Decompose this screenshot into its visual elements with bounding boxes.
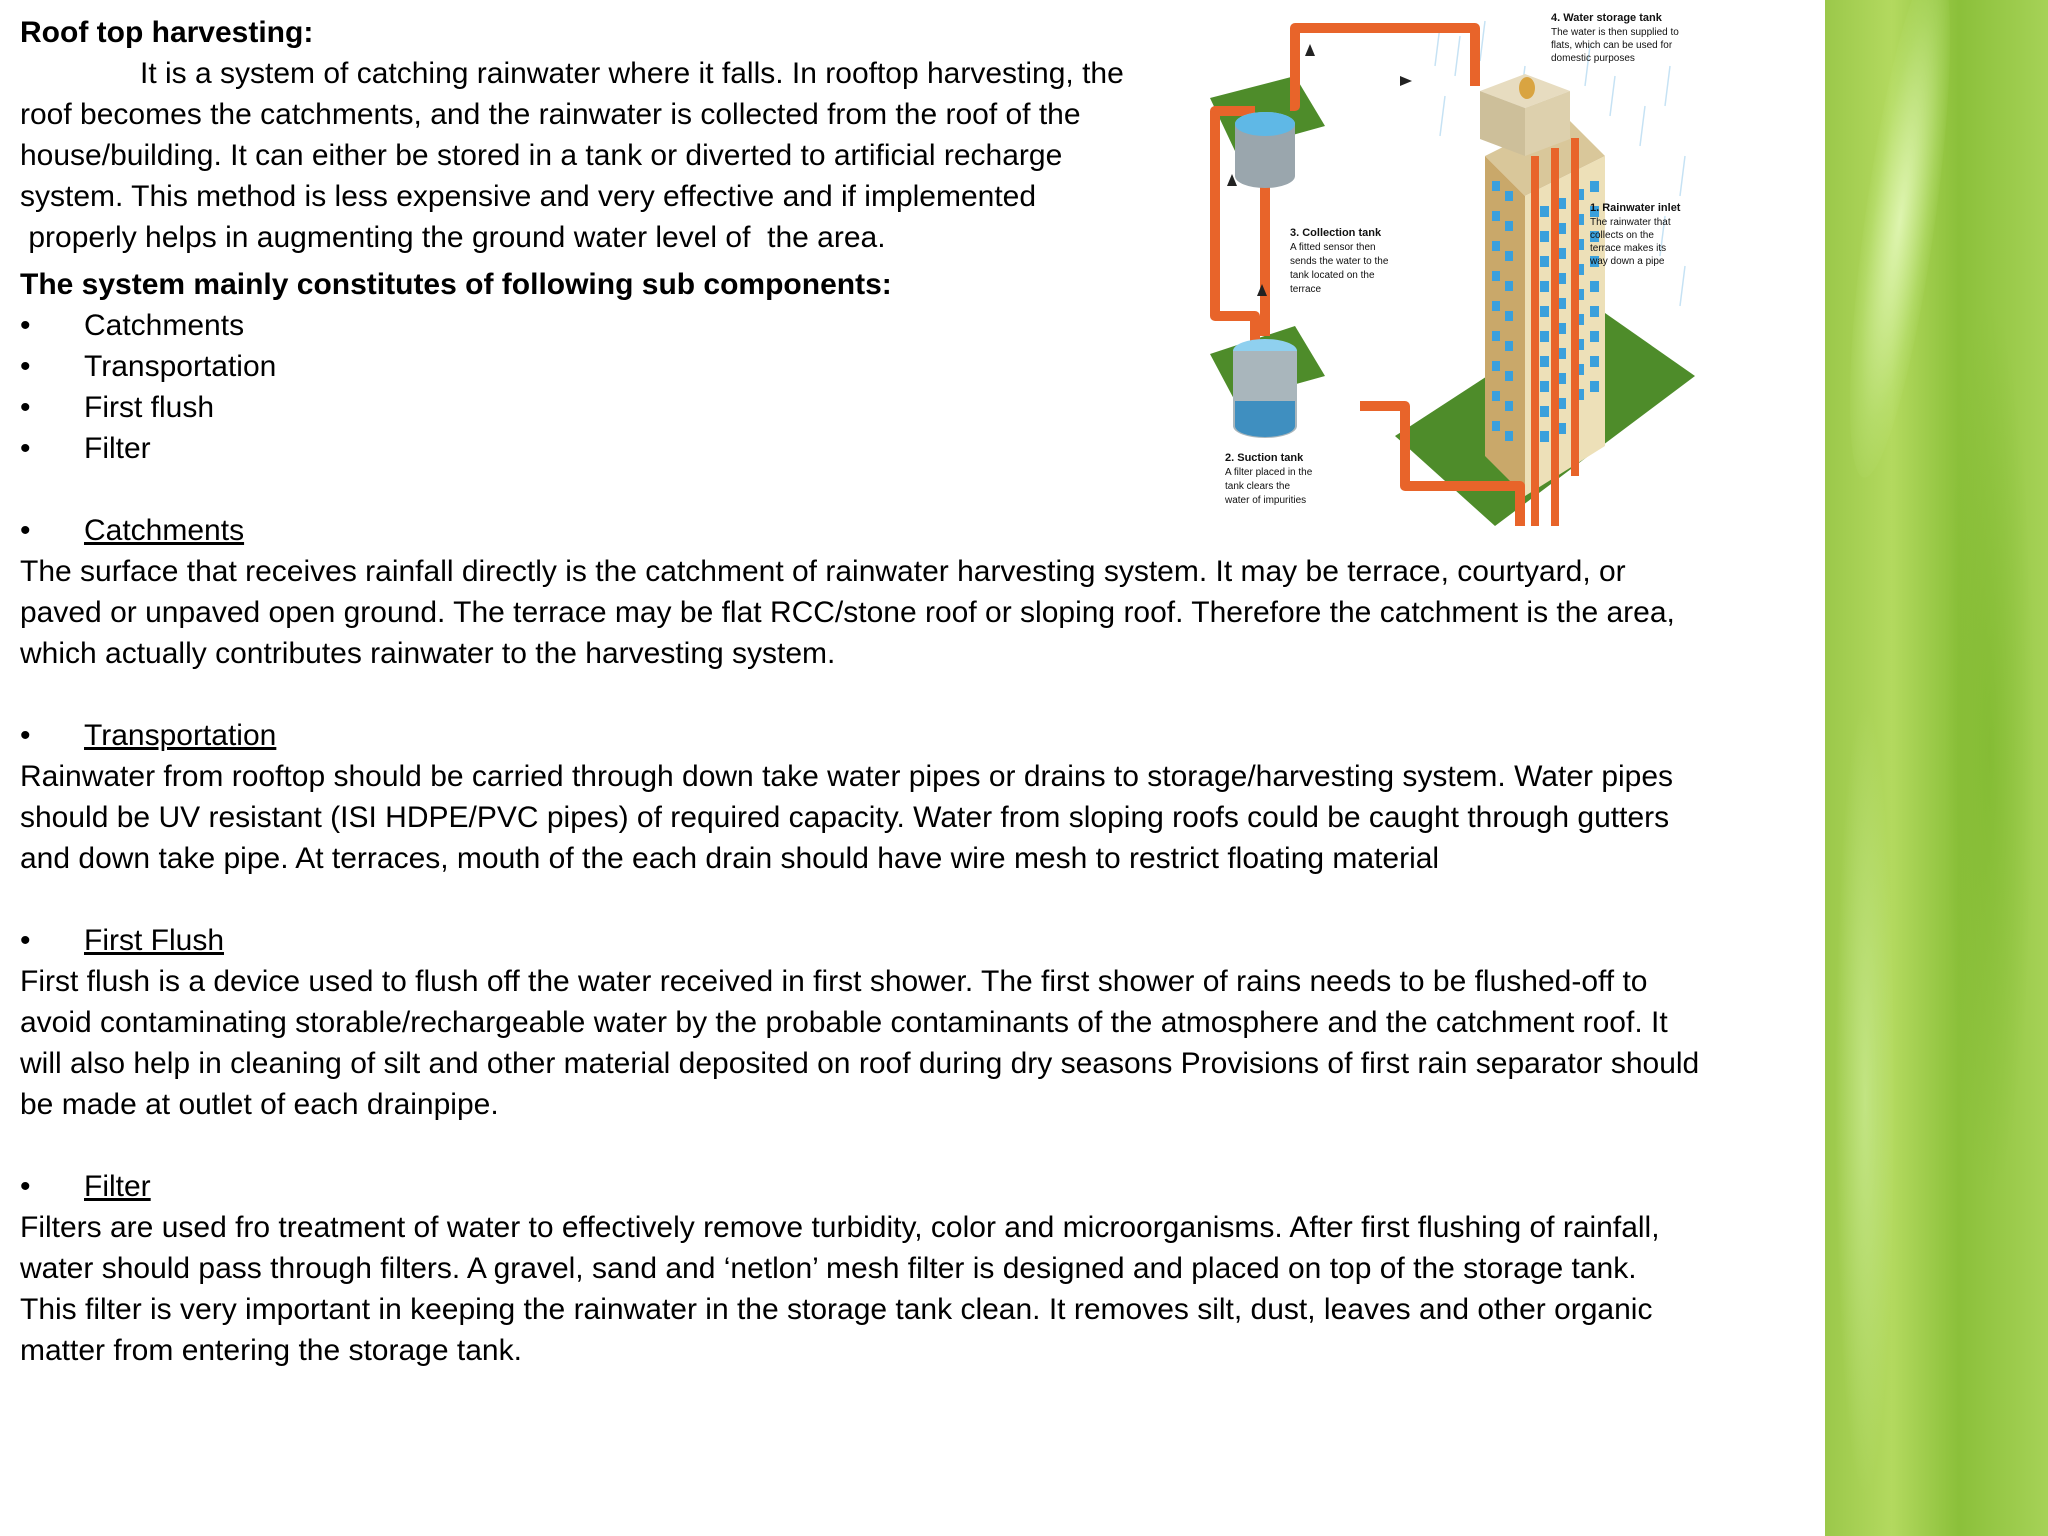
intro-body: roof becomes the catchments, and the rainwater is collected from the roof of the house/building. It can either be stored in a tank or diverted to artificial recharge system. This method is less expensive and very effective and if implemented	[20, 98, 1081, 213]
section-body: Filters are used fro treatment of water to effectively remove turbidity, color and microorganisms. After first flushing of rainfall, water should pass through filters. A gravel, sand and ‘netlon’ mesh filter is designed and placed on top of the storage tank. This filter is very important in keeping the rainwater in the storage tank clean. It removes silt, dust, leaves and other organic matter from entering the storage tank.	[20, 1211, 1660, 1367]
section-body: Rainwater from rooftop should be carried through down take water pipes or drains to storage/harvesting system. Water pipes should be UV resistant (ISI HDPE/PVC pipes) of required capacity. Water from sloping roofs could be caught through gutters and down take pipe. At terraces, mouth of the each drain should have wire mesh to restrict floating material	[20, 760, 1674, 875]
section-first-flush: • First Flush First flush is a device used to flush off the water received in first shower. The first shower of rains needs to be flushed-off to avoid contaminating storable/rechargeable water by the probable contaminants of the atmosphere and the catchment roof. It will also help in cleaning of silt and other material deposited on roof during dry seasons Provisions of first rain separator should be made at outlet of each drainpipe.	[20, 920, 1700, 1125]
svg-text:tank clears the: tank clears the	[1225, 481, 1291, 492]
svg-text:collects on the: collects on the	[1590, 230, 1654, 241]
section-filter: • Filter Filters are used fro treatment of water to effectively remove turbidity, color and microorganisms. After first flushing of rainfall, water should pass through filters. A gravel, sand and ‘netlon’ mesh filter is designed and placed on top of the storage tank. This filter is very important in keeping the rainwater in the storage tank clean. It removes silt, dust, leaves and other organic matter from entering the storage tank.	[20, 1166, 1700, 1371]
list-item: • Transportation	[20, 346, 1700, 387]
svg-text:The rainwater that: The rainwater that	[1590, 217, 1671, 228]
label-rainwater-inlet-title: 1. Rainwater inlet	[1590, 202, 1681, 214]
svg-text:A filter placed in the: A filter placed in the	[1225, 467, 1313, 478]
svg-text:domestic purposes: domestic purposes	[1551, 53, 1635, 64]
label-suction-tank-title: 2. Suction tank	[1225, 452, 1304, 464]
svg-text:A fitted sensor then: A fitted sensor then	[1290, 242, 1376, 253]
intro-paragraph	[20, 53, 1180, 258]
list-item: • First flush	[20, 387, 1700, 428]
section-title: First Flush	[84, 924, 225, 957]
section-title: Catchments	[84, 514, 245, 547]
svg-text:terrace makes its: terrace makes its	[1590, 243, 1667, 254]
intro-last-line: properly helps in augmenting the ground water level of the area.	[20, 221, 886, 254]
section-catchments: • Catchments The surface that receives rainfall directly is the catchment of rainwater harvesting system. It may be terrace, courtyard, or paved or unpaved open ground. The terrace may be flat RCC/stone roof or sloping roof. Therefore the catchment is the area, which actually contributes rainwater to the harvesting system.	[20, 510, 1700, 674]
section-title: Filter	[84, 1170, 151, 1203]
page-heading: Roof top harvesting:	[20, 16, 314, 49]
svg-text:flats, which can be used for: flats, which can be used for	[1551, 40, 1673, 51]
decorative-green-band	[1825, 0, 2048, 1536]
svg-text:The water is then supplied to: The water is then supplied to	[1551, 27, 1679, 38]
components-list	[20, 305, 1700, 469]
section-body: First flush is a device used to flush off the water received in first shower. The first shower of rains needs to be flushed-off to avoid contaminating storable/rechargeable water by the probable contaminants of the atmosphere and the catchment roof. It will also help in cleaning of silt and other material deposited on roof during dry seasons Provisions of first rain separator should be made at outlet of each drainpipe.	[20, 965, 1700, 1121]
section-title: Transportation	[84, 719, 277, 752]
label-storage-tank-title: 4. Water storage tank	[1551, 12, 1662, 24]
document-body	[20, 12, 1700, 1371]
components-heading: The system mainly constitutes of following sub components:	[20, 268, 892, 301]
intro-first-line: It is a system of catching rainwater where it falls. In rooftop harvesting, the	[140, 57, 1124, 90]
list-item: • Filter	[20, 428, 1700, 469]
svg-text:sends the water to the: sends the water to the	[1290, 256, 1389, 267]
svg-text:way down a pipe: way down a pipe	[1590, 256, 1665, 267]
svg-text:water of impurities: water of impurities	[1225, 495, 1307, 506]
label-collection-tank-title: 3. Collection tank	[1290, 227, 1382, 239]
svg-text:terrace: terrace	[1290, 284, 1322, 295]
svg-text:tank located on the: tank located on the	[1290, 270, 1375, 281]
section-transportation: • Transportation Rainwater from rooftop should be carried through down take water pipes or drains to storage/harvesting system. Water pipes should be UV resistant (ISI HDPE/PVC pipes) of required capacity. Water from sloping roofs could be caught through gutters and down take pipe. At terraces, mouth of the each drain should have wire mesh to restrict floating material	[20, 715, 1700, 879]
section-body: The surface that receives rainfall directly is the catchment of rainwater harvesting system. It may be terrace, courtyard, or paved or unpaved open ground. The terrace may be flat RCC/stone roof or sloping roof. Therefore the catchment is the area, which actually contributes rainwater to the harvesting system.	[20, 555, 1675, 670]
list-item: • Catchments	[20, 305, 1700, 346]
